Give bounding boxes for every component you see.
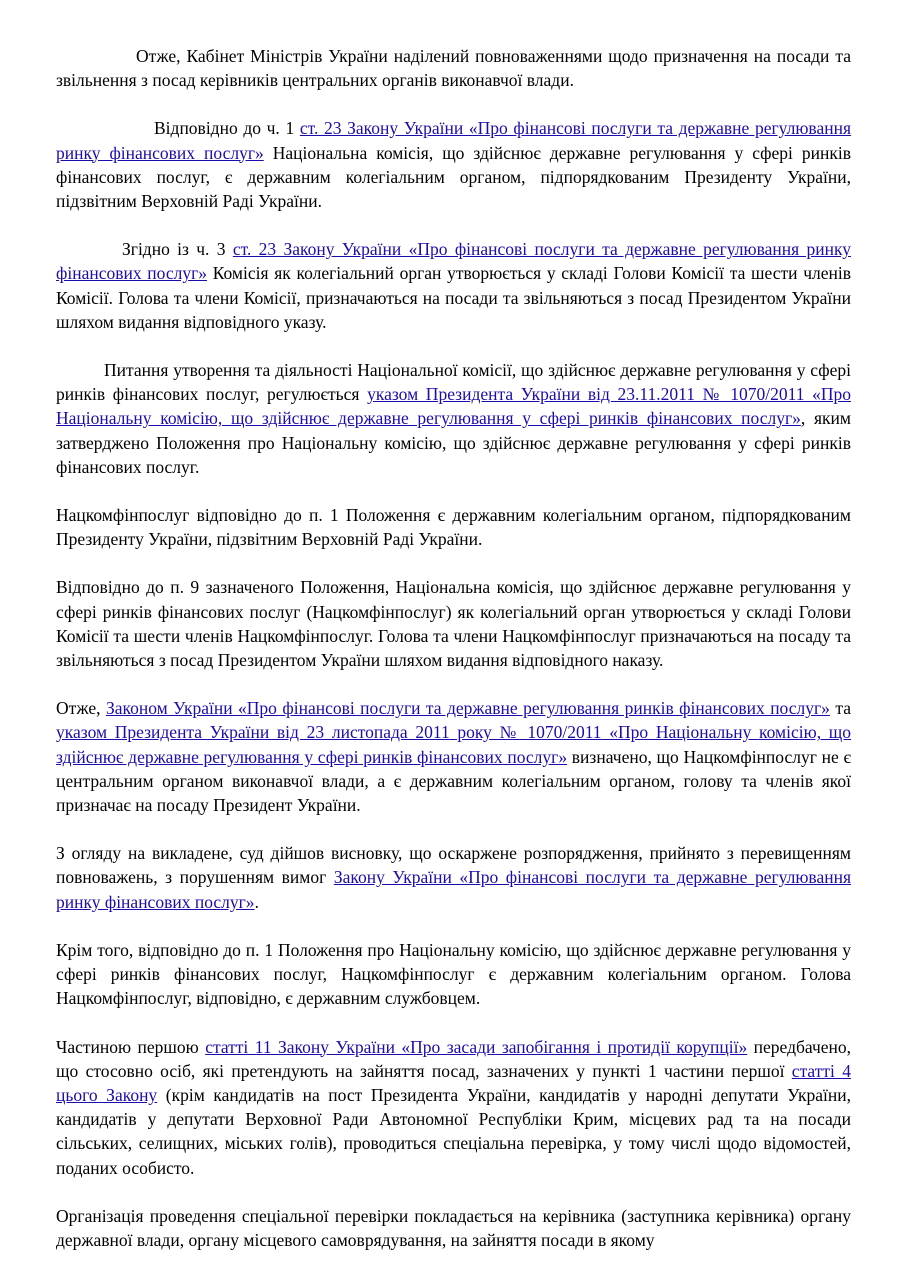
paragraph-text: Отже, Кабінет Міністрів України наділений повноваженнями щодо призначення на посади та звільнення з посад керівників центральних органів виконавчої влади. bbox=[56, 46, 851, 91]
paragraph-text: визначено, що Нацкомфінпослуг не є центральним органом виконавчої влади, а є державним колегіальним органом, голову та членів якої призначає на посаду Президент України. bbox=[56, 746, 851, 816]
legal-reference-link[interactable]: Закону України «Про фінансові послуги та державне регулювання ринку фінансових послуг» bbox=[56, 867, 852, 912]
paragraph bbox=[56, 696, 851, 817]
paragraph-text: Нацкомфінпослуг відповідно до п. 1 Положення є державним колегіальним органом, підпорядкованим Президенту України, підзвітним Верховній Раді України. bbox=[56, 505, 851, 550]
paragraph bbox=[56, 575, 851, 672]
paragraph-text: Комісія як колегіальний орган утворюється у складі Голови Комісії та шести членів Комісії. Голова та члени Комісії, призначаються на посади та звільняються з посад Президентом України шляхом видання відповідного указу. bbox=[56, 263, 851, 332]
paragraph-text: (крім кандидатів на пост Президента України, кандидатів у народні депутати України, кандидатів у депутати Верховної Ради Автономної Республіки Крим, місцевих рад та на посади сільських, селищних, міських голів), проводиться спеціальна перевірка, у тому числі щодо відомостей, поданих особисто. bbox=[56, 1084, 851, 1178]
paragraph bbox=[56, 1035, 851, 1180]
paragraph-text: Організація проведення спеціальної перевірки покладається на керівника (заступника керівника) органу державної влади, органу місцевого самоврядування, на зайняття посади в якому bbox=[56, 1205, 851, 1250]
paragraph-text: передбачено, що стосовно осіб, які претендують на зайняття посад, зазначених у пункті 1 частини першої bbox=[56, 1036, 852, 1081]
paragraph-text: Частиною першою bbox=[56, 1036, 206, 1057]
legal-reference-link[interactable]: статті 4 цього Закону bbox=[56, 1060, 851, 1105]
legal-reference-link[interactable]: указом Президента України від 23 листопада 2011 року № 1070/2011 «Про Національну комісію, що здійснює державне регулювання у сфері ринків фінансових послуг» bbox=[56, 722, 851, 767]
paragraph-text: Національна комісія, що здійснює державне регулювання у сфері ринків фінансових послуг, є державним колегіальним органом, підпорядкованим Президенту України, підзвітним Верховній Раді України. bbox=[56, 142, 851, 212]
legal-reference-link[interactable]: статті 11 Закону України «Про засади запобігання і протидії корупції» bbox=[205, 1036, 748, 1057]
paragraph bbox=[56, 503, 851, 551]
paragraph bbox=[56, 1204, 851, 1252]
paragraph-text: . bbox=[254, 891, 259, 912]
paragraph bbox=[56, 938, 851, 1011]
legal-reference-link[interactable]: указом Президента України від 23.11.2011 № 1070/2011 «Про Національну комісію, що здійснює державне регулювання у сфері ринків фінансових послуг» bbox=[56, 384, 851, 429]
paragraph bbox=[56, 237, 851, 334]
legal-reference-link[interactable]: ст. 23 Закону України «Про фінансові послуги та державне регулювання ринку фінансових послуг» bbox=[56, 239, 851, 284]
paragraph-text: З огляду на викладене, суд дійшов висновку, що оскаржене розпорядження, прийнято з перевищенням повноважень, з порушенням вимог bbox=[56, 843, 851, 888]
paragraph bbox=[56, 44, 851, 92]
paragraph bbox=[56, 358, 851, 479]
document-page bbox=[56, 44, 851, 1276]
paragraph-text: Отже, bbox=[56, 698, 106, 719]
paragraph-text: та bbox=[829, 698, 851, 719]
paragraph bbox=[56, 841, 851, 914]
paragraph-text: , яким затверджено Положення про Національну комісію, що здійснює державне регулювання у сфері ринків фінансових послуг. bbox=[56, 408, 851, 477]
paragraph-text: Відповідно до ч. 1 bbox=[154, 118, 300, 139]
paragraph-text: Згідно із ч. 3 bbox=[122, 239, 233, 260]
paragraph-text: Питання утворення та діяльності Національної комісії, що здійснює державне регулювання у сфері ринків фінансових послуг, регулюється bbox=[56, 360, 851, 405]
paragraph bbox=[56, 116, 851, 213]
paragraph-text: Крім того, відповідно до п. 1 Положення про Національну комісію, що здійснює державне регулювання у сфері ринків фінансових послуг, Нацкомфінпослуг є державним колегіальним органом. Голова Нацкомфінпослуг, відповідно, є державним службовцем. bbox=[56, 939, 851, 1009]
legal-reference-link[interactable]: ст. 23 Закону України «Про фінансові послуги та державне регулювання ринку фінансових послуг» bbox=[56, 118, 851, 163]
legal-reference-link[interactable]: Законом України «Про фінансові послуги та державне регулювання ринків фінансових послуг» bbox=[105, 698, 830, 719]
paragraph-text: Відповідно до п. 9 зазначеного Положення, Національна комісія, що здійснює державне регулювання у сфері ринків фінансових послуг (Нацкомфінпослуг) як колегіальний орган утворюється у складі Голови Комісії та шести членів Нацкомфінпослуг. Голова та члени Нацкомфінпослуг призначаються на посаду та звільняються з посад Президентом України шляхом видання відповідного наказу. bbox=[56, 577, 851, 671]
